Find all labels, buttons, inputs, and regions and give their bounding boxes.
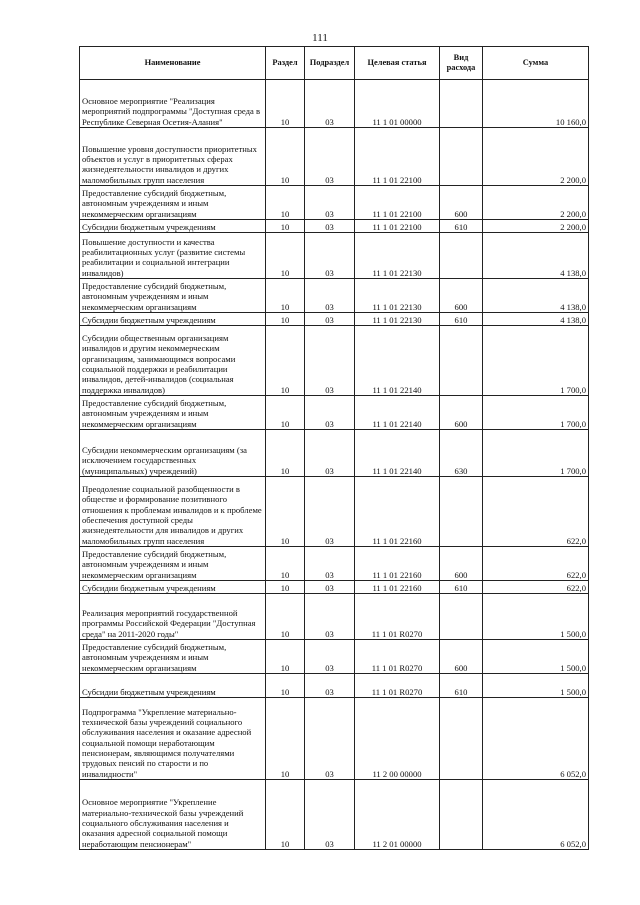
row-name: Субсидии общественным организациям инвалидов и другим некоммерческим организациям, занимающимся вопросами социальной поддержки и реабилитации инвалидов, детей-инвалидов (социальная поддержка инвалидов) [80,326,266,396]
row-sum: 1 700,0 [483,430,589,477]
row-name: Реализация мероприятий государственной программы Российской Федерации "Доступная среда" на 2011-2020 годы" [80,594,266,640]
row-section: 10 [266,594,305,640]
row-sum: 1 500,0 [483,640,589,674]
table-row [80,326,589,396]
row-sum: 1 500,0 [483,674,589,698]
row-name: Преодоление социальной разобщенности в обществе и формирование позитивного отношения к проблемам инвалидов и к проблеме обеспечения доступной среды жизнедеятельности для инвалидов и других маломобильных групп населения [80,477,266,547]
row-name: Подпрограмма "Укрепление материально-технической базы учреждений социального обслуживания населения и оказание адресной социальной помощи неработающим пенсионерам, являющимся получателями трудовых пенсий по старости и по инвалидности" [80,698,266,780]
row-name: Предоставление субсидий бюджетным, автономным учреждениям и иным некоммерческим организациям [80,186,266,220]
table-row [80,547,589,581]
row-type: 610 [440,674,483,698]
row-subsection: 03 [305,674,355,698]
row-section: 10 [266,313,305,326]
row-type [440,780,483,850]
table-row [80,698,589,780]
row-type: 610 [440,313,483,326]
row-sum: 2 200,0 [483,128,589,186]
table-row [80,430,589,477]
row-name: Повышение уровня доступности приоритетных объектов и услуг в приоритетных сферах жизнедеятельности инвалидов и других маломобильных групп населения [80,128,266,186]
table-row [80,279,589,313]
header-subsection: Подраздел [305,47,355,80]
row-sum: 10 160,0 [483,80,589,128]
table-body [80,80,589,850]
row-section: 10 [266,477,305,547]
row-section: 10 [266,233,305,279]
row-target: 11 1 01 22130 [355,279,440,313]
row-section: 10 [266,128,305,186]
row-subsection: 03 [305,594,355,640]
table-row [80,80,589,128]
row-section: 10 [266,279,305,313]
row-section: 10 [266,698,305,780]
row-section: 10 [266,326,305,396]
row-type [440,326,483,396]
table-row [80,220,589,233]
row-target: 11 1 01 R0270 [355,674,440,698]
table-row [80,477,589,547]
row-subsection: 03 [305,640,355,674]
row-target: 11 2 00 00000 [355,698,440,780]
row-type: 600 [440,396,483,430]
row-subsection: 03 [305,279,355,313]
row-name: Субсидии бюджетным учреждениям [80,674,266,698]
table-row [80,186,589,220]
row-section: 10 [266,396,305,430]
row-target: 11 1 01 R0270 [355,594,440,640]
row-section: 10 [266,581,305,594]
row-target: 11 1 01 22160 [355,477,440,547]
row-sum: 6 052,0 [483,698,589,780]
row-name: Субсидии бюджетным учреждениям [80,581,266,594]
row-sum: 622,0 [483,477,589,547]
row-sum: 4 138,0 [483,233,589,279]
row-sum: 1 700,0 [483,326,589,396]
row-name: Предоставление субсидий бюджетным, автономным учреждениям и иным некоммерческим организациям [80,547,266,581]
row-sum: 4 138,0 [483,313,589,326]
header-name: Наименование [80,47,266,80]
row-type [440,233,483,279]
row-target: 11 1 01 22100 [355,220,440,233]
row-sum: 1 700,0 [483,396,589,430]
table-row [80,780,589,850]
row-sum: 1 500,0 [483,594,589,640]
row-sum: 2 200,0 [483,220,589,233]
row-subsection: 03 [305,780,355,850]
budget-table [79,46,589,850]
row-section: 10 [266,780,305,850]
row-type [440,128,483,186]
table-row [80,581,589,594]
row-subsection: 03 [305,313,355,326]
table-row [80,233,589,279]
header-section: Раздел [266,47,305,80]
table-row [80,640,589,674]
row-type: 600 [440,279,483,313]
row-target: 11 1 01 22140 [355,326,440,396]
page-number: 111 [312,32,328,44]
row-sum: 622,0 [483,581,589,594]
row-subsection: 03 [305,128,355,186]
row-target: 11 1 01 00000 [355,80,440,128]
header-target: Целевая статья [355,47,440,80]
row-name: Субсидии бюджетным учреждениям [80,313,266,326]
table-row [80,128,589,186]
row-target: 11 1 01 22140 [355,430,440,477]
row-name: Предоставление субсидий бюджетным, автономным учреждениям и иным некоммерческим организациям [80,396,266,430]
row-type: 600 [440,547,483,581]
row-target: 11 1 01 22140 [355,396,440,430]
row-type: 610 [440,581,483,594]
row-name: Предоставление субсидий бюджетным, автономным учреждениям и иным некоммерческим организациям [80,640,266,674]
row-type: 600 [440,640,483,674]
table-row [80,674,589,698]
row-target: 11 1 01 22100 [355,128,440,186]
row-name: Основное мероприятие "Реализация мероприятий подпрограммы "Доступная среда в Республике Северная Осетия-Алания" [80,80,266,128]
row-type: 630 [440,430,483,477]
row-subsection: 03 [305,326,355,396]
table-row [80,594,589,640]
row-sum: 2 200,0 [483,186,589,220]
row-type: 610 [440,220,483,233]
row-name: Основное мероприятие "Укрепление материально-технической базы учреждений социального обслуживания населения и оказания адресной социальной помощи неработающим пенсионерам" [80,780,266,850]
row-target: 11 1 01 R0270 [355,640,440,674]
row-sum: 4 138,0 [483,279,589,313]
row-section: 10 [266,186,305,220]
header-type: Вид расхода [440,47,483,80]
row-type [440,594,483,640]
table-row [80,396,589,430]
row-subsection: 03 [305,233,355,279]
row-subsection: 03 [305,547,355,581]
row-section: 10 [266,547,305,581]
row-target: 11 1 01 22160 [355,581,440,594]
row-target: 11 1 01 22130 [355,233,440,279]
row-target: 11 2 01 00000 [355,780,440,850]
row-subsection: 03 [305,186,355,220]
row-type: 600 [440,186,483,220]
row-type [440,80,483,128]
row-section: 10 [266,640,305,674]
row-subsection: 03 [305,396,355,430]
row-subsection: 03 [305,220,355,233]
row-subsection: 03 [305,477,355,547]
table-row [80,313,589,326]
row-name: Субсидии бюджетным учреждениям [80,220,266,233]
row-target: 11 1 01 22160 [355,547,440,581]
row-section: 10 [266,674,305,698]
row-name: Предоставление субсидий бюджетным, автономным учреждениям и иным некоммерческим организациям [80,279,266,313]
row-name: Субсидии некоммерческим организациям (за исключением государственных (муниципальных) учреждений) [80,430,266,477]
header-sum: Сумма [483,47,589,80]
row-section: 10 [266,430,305,477]
row-target: 11 1 01 22100 [355,186,440,220]
row-name: Повышение доступности и качества реабилитационных услуг (развитие системы реабилитации и социальной интеграции инвалидов) [80,233,266,279]
row-section: 10 [266,220,305,233]
row-type [440,698,483,780]
row-type [440,477,483,547]
row-section: 10 [266,80,305,128]
row-target: 11 1 01 22130 [355,313,440,326]
row-subsection: 03 [305,581,355,594]
header-row [80,47,589,80]
row-subsection: 03 [305,80,355,128]
row-sum: 6 052,0 [483,780,589,850]
row-subsection: 03 [305,430,355,477]
row-sum: 622,0 [483,547,589,581]
row-subsection: 03 [305,698,355,780]
